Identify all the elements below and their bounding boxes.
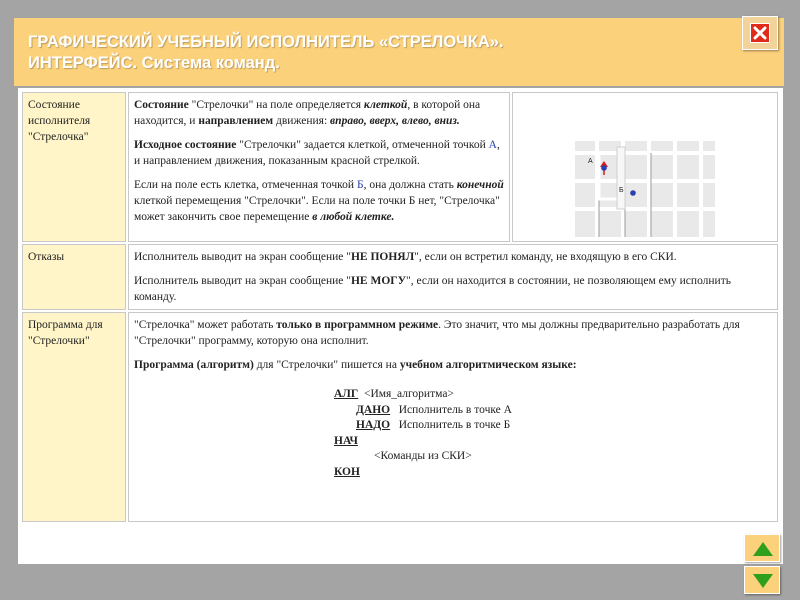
text-span: учебном алгоритмическом языке: [399,359,577,371]
text-span: А [488,139,497,151]
info-table [20,90,780,524]
close-icon [750,23,770,43]
text-span: Исполнитель выводит на экран сообщение " [134,251,351,263]
algo-line [334,465,772,481]
algo-line [334,403,772,419]
text-span: клеткой [363,99,408,111]
previous-slide-button[interactable] [744,534,780,562]
row-label-state: Состояние исполнителя "Стрелочка" [22,92,126,242]
state-description [128,92,510,242]
text-span: НЕ МОГУ [350,275,407,287]
algo-line [334,387,772,403]
text-span: "Стрелочки" задается клеткой, отмеченной точкой [236,139,489,151]
table-row [22,312,778,522]
text-span: Исполнитель в точке Б [390,419,511,431]
row-label-program: Программа для "Стрелочки" [22,312,126,522]
header-bar [14,18,784,86]
table-row [22,244,778,310]
text-span: , в которой она находится, и [134,99,481,127]
close-button[interactable] [742,16,778,50]
point-b-label: Б [619,187,624,194]
table-row [22,92,778,242]
page-title: ГРАФИЧЕСКИЙ УЧЕБНЫЙ ИСПОЛНИТЕЛЬ «СТРЕЛОЧКА». ИНТЕРФЕЙС. Система команд. [28,33,504,72]
text-span: , она должна стать [363,179,457,191]
algo-line [334,434,772,450]
keyword: АЛГ [334,388,359,400]
text-span: Если на поле есть клетка, отмеченная точкой [134,179,357,191]
text-span: <Команды из СКИ> [374,450,472,462]
text-span: для "Стрелочки" пишется на [253,359,400,371]
text-span: . Это значит, что мы должны предварительно разработать для "Стрелочки" программу, которую она исполнит. [134,319,740,347]
text-span: Состояние [134,99,189,111]
text-span: <Имя_алгоритма> [358,388,454,400]
point-a-label: А [588,158,593,165]
text-span: , и направлением движения, показанным красной стрелкой. [134,139,500,167]
arrow-down-icon [753,574,773,588]
text-span: Исходное состояние [134,139,237,151]
grid-illustration-cell [512,92,778,242]
algorithm-listing [334,387,772,480]
text-span: "Стрелочки" на поле определяется [188,99,364,111]
row-label-refusals: Отказы [22,244,126,310]
program-description [128,312,778,522]
state-paragraph-1 [134,97,504,129]
text-span: ", если он встретил команду, не входящую в его СКИ. [414,251,677,263]
program-paragraph-1 [134,317,772,349]
algo-line [334,449,772,465]
text-span: НЕ ПОНЯЛ [350,251,415,263]
text-span: ", если он находится в состоянии, не позволяющем ему исполнить команду. [134,275,731,303]
text-span: "Стрелочка" может работать [134,319,277,331]
keyword: ДАНО [356,403,391,416]
keyword: НАДО [356,419,391,431]
text-span: клеткой перемещения "Стрелочки". Если на поле точки Б нет, "Стрелочка" может закончить свое перемещение [134,195,500,223]
state-paragraph-2 [134,137,504,169]
text-span: Исполнитель в точке А [390,403,512,416]
text-span: Исполнитель выводит на экран сообщение " [134,275,351,287]
text-span: только в программном режиме [276,319,439,331]
text-span: вправо, вверх, влево, вниз. [330,115,460,127]
next-slide-button[interactable] [744,566,780,594]
program-paragraph-2 [134,357,772,373]
refusals-paragraph-2 [134,273,772,305]
arrow-field-grid [575,141,715,237]
text-span: Программа (алгоритм) [134,359,254,371]
algo-line [334,418,772,434]
text-span: направлением [198,115,274,127]
refusals-paragraph-1 [134,249,772,265]
text-span: в любой клетке. [312,211,395,223]
keyword: НАЧ [334,434,358,447]
arrow-up-icon [753,542,773,556]
text-span: конечной [456,179,504,191]
text-span: движения: [273,115,331,127]
keyword: КОН [334,465,360,478]
text-span: Б [356,179,364,191]
refusals-description [128,244,778,310]
state-paragraph-3 [134,177,504,225]
content-panel [18,88,783,564]
